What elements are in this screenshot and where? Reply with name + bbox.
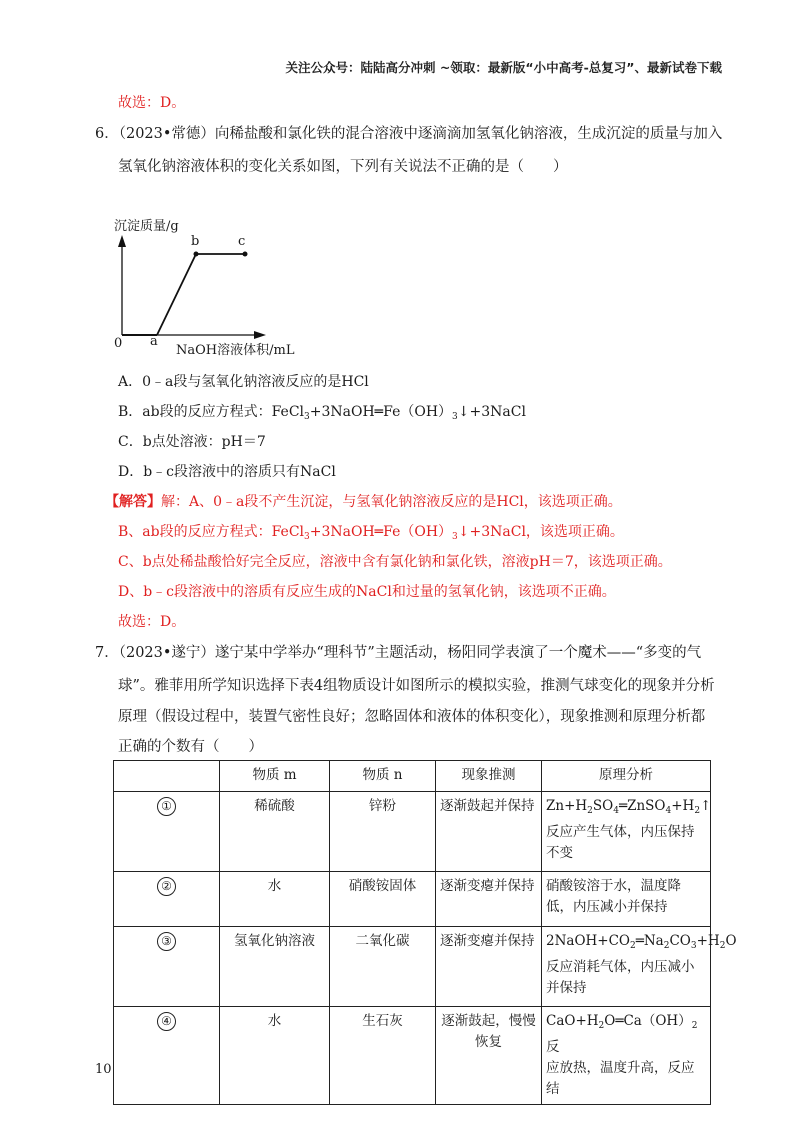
row-number: ④: [157, 1012, 176, 1031]
q7-table: [113, 760, 737, 1105]
cell-phenomenon: 逐渐变瘪并保持: [436, 927, 542, 1007]
q6-answer-line2: B、ab段的反应方程式：$FeCl_3+3NaOH═Fe(OH)_3↓+3NaCl$，该选项正确。: [118, 524, 624, 542]
page-header: 关注公众号：陆陆高分冲刺 ~领取：最新版“小中高考-总复习”、最新试卷下载: [285, 60, 722, 75]
q7-stem-line2: 球”。雅菲用所学知识选择下表4组物质设计如图所示的模拟实验，推测气球变化的现象并分析: [118, 678, 715, 694]
graph-y-label: 沉淀质量/g: [114, 219, 179, 234]
equation: $Zn+H_2SO_4═ZnSO_4+H_2↑$: [546, 798, 712, 816]
table-header-cell: 原理分析: [542, 761, 711, 792]
segment-a-b: [157, 254, 196, 335]
page-number: 10: [95, 1062, 112, 1077]
cell-substance-n: 硝酸铵固体: [330, 872, 436, 927]
cell-principle: [542, 927, 737, 1007]
q6-answer-line5: 故选：D。: [118, 614, 186, 630]
graph-label-b: b: [191, 234, 200, 249]
table-row: [114, 927, 711, 1007]
cell-phenomenon: 逐渐变瘪并保持: [436, 872, 542, 927]
cell-substance-n: 锌粉: [330, 792, 436, 872]
equation: $CaO+H_2O═Ca(OH)_2$反: [546, 1013, 698, 1055]
cell-phenomenon: 逐渐鼓起，慢慢恢复: [436, 1007, 542, 1105]
cell-substance-n: 生石灰: [330, 1007, 436, 1105]
cell-phenomenon: 逐渐鼓起并保持: [436, 792, 542, 872]
cell-substance-m: 水: [220, 1007, 330, 1105]
principle-note: 反应消耗气体，内压减小并保持: [546, 959, 695, 996]
q6-option-c: C．b点处溶液：pH＝7: [118, 434, 266, 450]
table-header-cell: [114, 761, 220, 792]
q6-stem-line1: 6．（2023•常德）向稀盐酸和氯化铁的混合溶液中逐滴滴加氢氧化钠溶液，生成沉淀的质量与加入: [95, 126, 723, 142]
x-axis-arrow: [254, 331, 266, 339]
q7-stem-line1: 7．（2023•遂宁）遂宁某中学举办“理科节”主题活动，杨阳同学表演了一个魔术——“多变的气: [95, 645, 702, 661]
graph-label-a: a: [150, 334, 158, 349]
cell-substance-m: 氢氧化钠溶液: [220, 927, 330, 1007]
point-c: [243, 252, 248, 257]
point-b: [194, 252, 199, 257]
principle-note: 反应产生气体，内压保持不变: [546, 824, 695, 861]
cell-principle: [542, 872, 711, 927]
principle-note: 应放热，温度升高，反应结: [546, 1060, 695, 1097]
table-header-cell: 物质 m: [220, 761, 330, 792]
prev-answer: 故选：D。: [118, 95, 186, 111]
cell-substance-m: 稀硫酸: [220, 792, 330, 872]
q6-option-b: B．ab段的反应方程式：$FeCl_3+3NaOH═Fe(OH)_3↓+3NaCl$: [118, 404, 526, 422]
q6-answer-line4: D、b﹣c段溶液中的溶质有反应生成的NaCl和过量的氢氧化钠，该选项不正确。: [118, 584, 616, 600]
row-number: ②: [157, 877, 176, 896]
q6-stem-line2: 氢氧化钠溶液体积的变化关系如图，下列有关说法不正确的是（ ）: [118, 159, 568, 175]
y-axis-arrow: [118, 235, 126, 247]
table-row: [114, 792, 711, 872]
graph-x-label: NaOH溶液体积/mL: [176, 343, 295, 358]
equation: $2NaOH+CO_2═Na_2CO_3+H_2O$: [546, 933, 737, 951]
graph-label-c: c: [238, 234, 246, 249]
q6-answer-line1: 【解答】解：A、0﹣a段不产生沉淀，与氢氧化钠溶液反应的是HCl，该选项正确。: [105, 494, 622, 510]
graph-origin: 0: [114, 336, 123, 351]
table-row: [114, 1007, 711, 1105]
row-number: ①: [157, 797, 176, 816]
table-header-cell: 物质 n: [330, 761, 436, 792]
q7-stem-line3: 原理（假设过程中，装置气密性良好；忽略固体和液体的体积变化），现象推测和原理分析都: [118, 709, 706, 725]
table-header-cell: 现象推测: [436, 761, 542, 792]
q6-option-d: D．b﹣c段溶液中的溶质只有NaCl: [118, 464, 336, 480]
q6-option-a: A．0﹣a段与氢氧化钠溶液反应的是HCl: [118, 374, 369, 390]
cell-substance-n: 二氧化碳: [330, 927, 436, 1007]
table-row: [114, 872, 711, 927]
row-number: ③: [157, 932, 176, 951]
q6-answer-line3: C、b点处稀盐酸恰好完全反应，溶液中含有氯化钠和氯化铁，溶液pH＝7，该选项正确。: [118, 554, 672, 570]
table-header-row: [114, 761, 711, 792]
cell-principle: [542, 1007, 711, 1105]
q7-stem-line4: 正确的个数有（ ）: [118, 739, 263, 755]
cell-substance-m: 水: [220, 872, 330, 927]
cell-principle: [542, 792, 711, 872]
principle-note: 硝酸铵溶于水，温度降低，内压减小并保持: [546, 878, 681, 915]
